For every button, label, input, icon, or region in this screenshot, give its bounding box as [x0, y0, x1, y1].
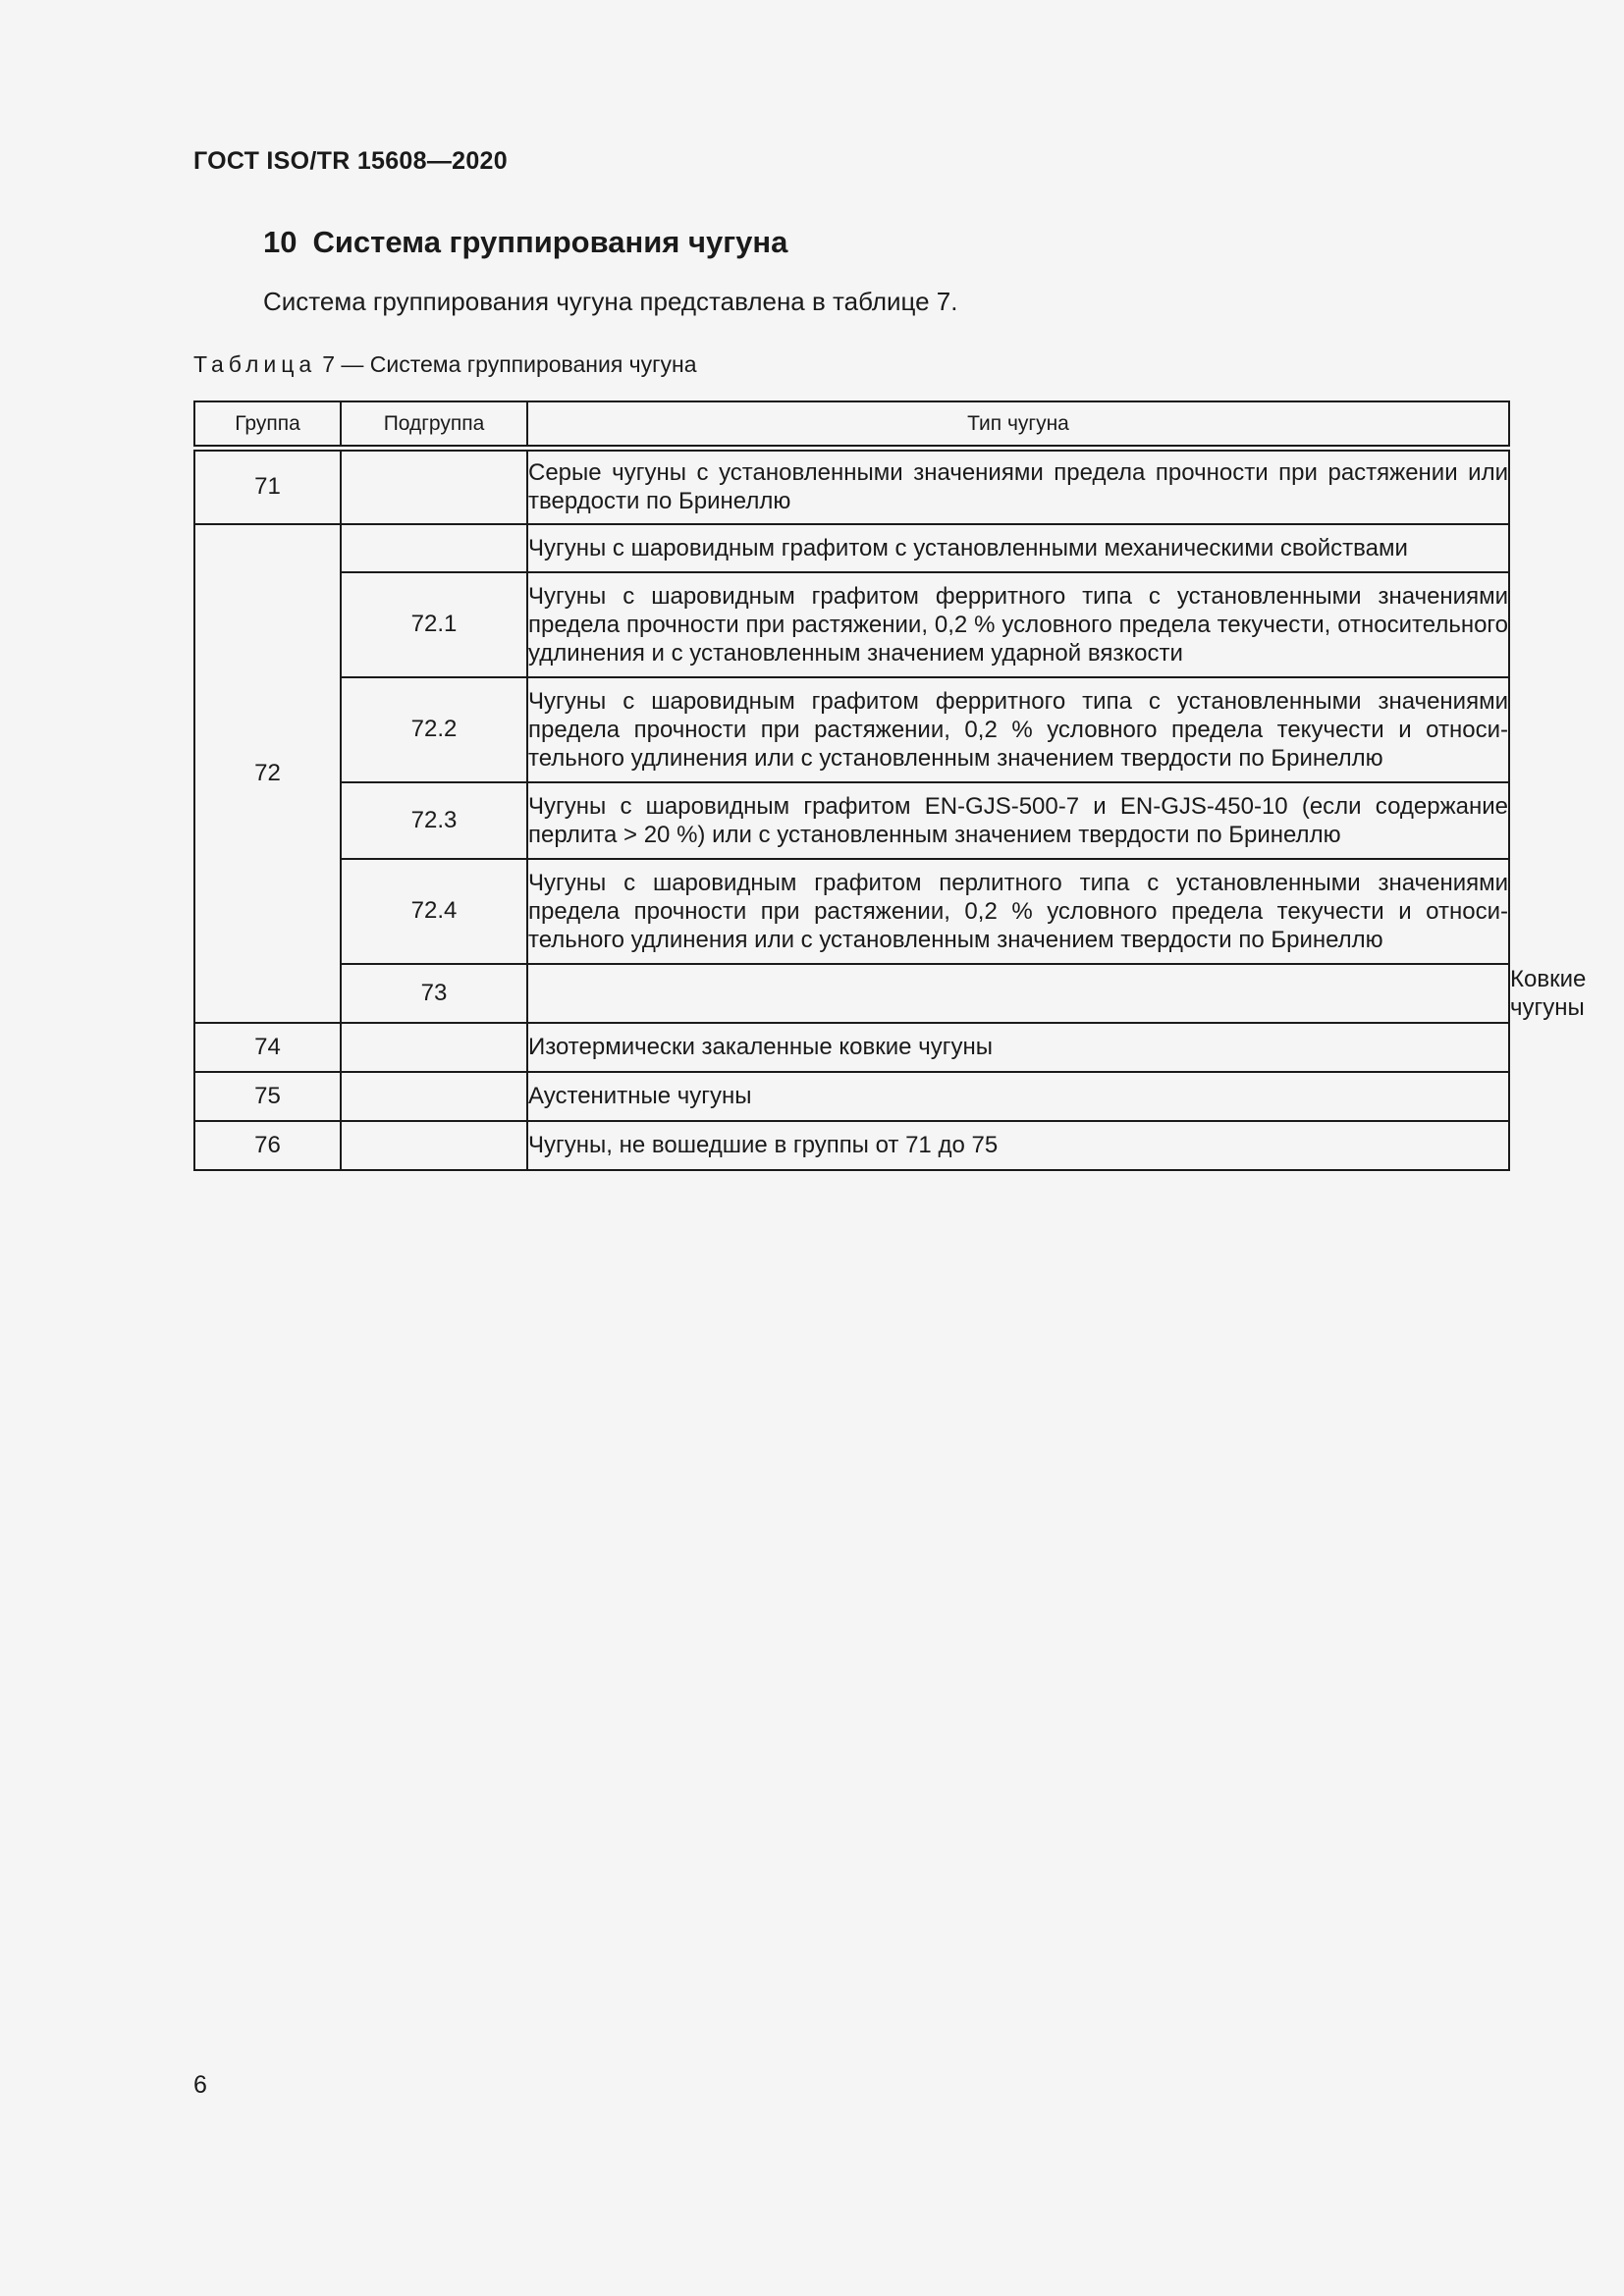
- table-row: [194, 1121, 1509, 1170]
- group-cell: 72: [194, 524, 341, 1023]
- subgroup-cell: 72.2: [341, 677, 527, 782]
- table-row: 73 Ковкие чугуны: [194, 964, 1509, 1023]
- page-number: 6: [193, 2071, 207, 2099]
- table-caption-text: 7 — Система группирования чугуна: [322, 351, 697, 377]
- subgroup-cell: [341, 1072, 527, 1121]
- type-cell: Чугуны с шаровидным графитом EN-GJS-500-7 и EN-GJS-450-10 (если содержание перлита > 20 %) или с установленным значением твердости по Бринеллю: [527, 782, 1509, 859]
- type-cell: Чугуны с шаровидным графитом перлитного типа с установленными значениями предела прочности при растяжении, 0,2 % условного предела текучести и относительного удлинения или с установленным значением твердости по Бринеллю: [527, 859, 1509, 964]
- table-row: [194, 782, 1509, 859]
- type-cell: Серые чугуны с установленными значениями предела прочности при растяжении или твердости по Бринеллю: [527, 449, 1509, 524]
- table-row: [194, 677, 1509, 782]
- section-number: 10: [263, 225, 298, 259]
- type-cell: Изотермически закаленные ковкие чугуны: [527, 1023, 1509, 1072]
- subgroup-cell: 72.1: [341, 572, 527, 677]
- subgroup-cell: 72.4: [341, 859, 527, 964]
- table-caption-word: Таблица: [193, 351, 317, 377]
- section-intro-paragraph: Система группирования чугуна представлена в таблице 7.: [263, 287, 958, 316]
- subgroup-cell: [341, 449, 527, 524]
- table-row: [194, 859, 1509, 964]
- group-cell: 76: [194, 1121, 341, 1170]
- subgroup-cell: [341, 1023, 527, 1072]
- table-row: [194, 1023, 1509, 1072]
- type-cell: Чугуны с шаровидным графитом с установленными механическими свойствами: [527, 524, 1509, 572]
- subgroup-cell: 72.3: [341, 782, 527, 859]
- section-title: Система группирования чугуна: [312, 225, 788, 259]
- type-cell: Аустенитные чугуны: [527, 1072, 1509, 1121]
- column-header-type: Тип чугуна: [527, 401, 1509, 449]
- group-cell: 73: [341, 964, 527, 1023]
- group-cell: 75: [194, 1072, 341, 1121]
- type-cell: Чугуны с шаровидным графитом ферритного типа с установленными значениями предела прочности при растяжении, 0,2 % условного предела текучести, относительного удлинения и с установленным значением ударной вязкости: [527, 572, 1509, 677]
- subgroup-cell: [527, 964, 1509, 1023]
- column-header-subgroup: Подгруппа: [341, 401, 527, 449]
- table-row: [194, 572, 1509, 677]
- table-header-row: [194, 401, 1509, 449]
- section-heading: [263, 225, 787, 260]
- type-cell: Чугуны, не вошедшие в группы от 71 до 75: [527, 1121, 1509, 1170]
- document-code-header: ГОСТ ISO/TR 15608—2020: [193, 147, 508, 175]
- table-caption: [193, 351, 697, 378]
- group-cell: 71: [194, 449, 341, 524]
- subgroup-cell: [341, 524, 527, 572]
- type-cell: Чугуны с шаровидным графитом ферритного типа с установленными значениями предела прочности при растяжении, 0,2 % условного предела текучести и относительного удлинения или с установленным значением твердости по Бринеллю: [527, 677, 1509, 782]
- group-cell: 74: [194, 1023, 341, 1072]
- subgroup-cell: [341, 1121, 527, 1170]
- table-row: [194, 524, 1509, 572]
- cast-iron-grouping-table: [193, 400, 1587, 1171]
- column-header-group: Группа: [194, 401, 341, 449]
- table-row: [194, 1072, 1509, 1121]
- table-row: [194, 449, 1509, 524]
